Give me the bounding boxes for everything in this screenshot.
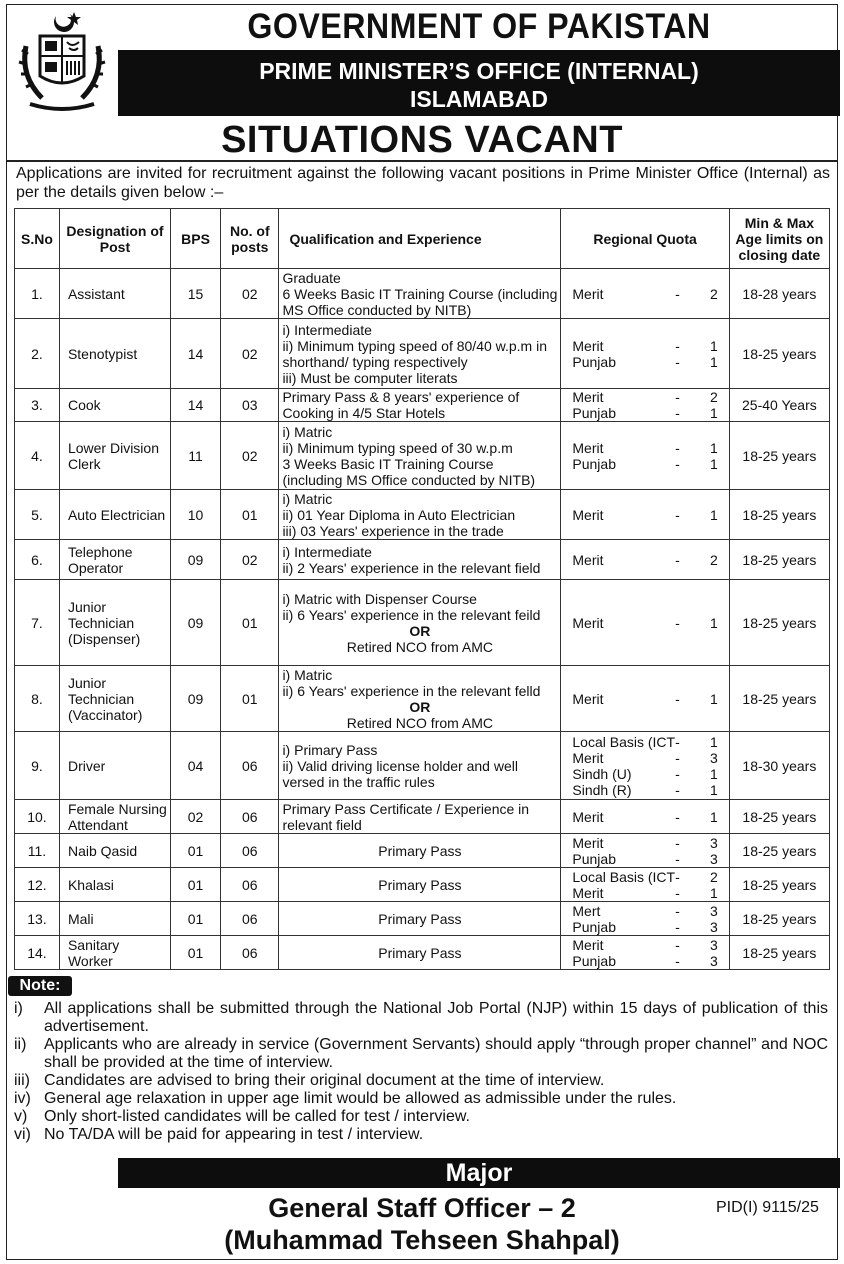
quota-region: Merit <box>572 884 604 901</box>
cell-qualification <box>279 490 561 540</box>
cell-sno: 13. <box>15 902 60 936</box>
quota-count: 3 <box>709 952 718 969</box>
cell-quota <box>561 422 729 490</box>
note-number: vi) <box>14 1126 31 1143</box>
cell-sno: 4. <box>15 422 60 490</box>
quota-line <box>564 937 725 953</box>
quota-count: 1 <box>709 337 718 354</box>
col-header-age: Min & Max Age limits on closing date <box>729 209 829 269</box>
qualification-line: i) Matric <box>282 423 333 440</box>
office-banner <box>118 50 840 116</box>
quota-line <box>564 552 725 568</box>
quota-count: 3 <box>709 918 718 935</box>
qualification-line: Retired NCO from AMC <box>346 638 494 655</box>
cell-designation: Khalasi <box>59 868 170 902</box>
cell-sno: 6. <box>15 540 60 580</box>
qualification-line: ii) 6 Years' experience in the relevant feild <box>282 606 541 623</box>
cell-quota <box>561 936 729 970</box>
cell-quota <box>561 666 729 732</box>
cell-age: 18-25 years <box>729 490 829 540</box>
quota-count: 1 <box>709 808 718 825</box>
cell-sno: 1. <box>15 269 60 319</box>
qualification-line: ii) 2 Years' experience in the relevant field <box>282 559 541 576</box>
quota-line <box>564 809 725 825</box>
qualification-line: i) Matric with Dispenser Course <box>282 590 477 607</box>
note-item <box>14 1036 828 1072</box>
cell-designation: Cook <box>59 389 170 422</box>
notes-list <box>14 1000 828 1144</box>
table-row <box>15 936 830 970</box>
cell-posts: 06 <box>221 732 279 800</box>
quota-count: 1 <box>709 884 718 901</box>
cell-sno: 8. <box>15 666 60 732</box>
qualification-line: Graduate <box>282 269 341 286</box>
cell-bps: 09 <box>170 666 220 732</box>
quota-line <box>564 750 725 766</box>
cell-bps: 01 <box>170 868 220 902</box>
cell-qualification <box>279 269 561 319</box>
quota-region: Merit <box>572 936 604 953</box>
cell-sno: 11. <box>15 834 60 868</box>
cell-age: 18-25 years <box>729 902 829 936</box>
quota-line <box>564 354 725 370</box>
note-number: i) <box>14 1000 23 1017</box>
quota-region: Sindh (R) <box>572 781 632 798</box>
col-header-quota: Regional Quota <box>561 209 729 269</box>
cell-age: 18-25 years <box>729 540 829 580</box>
col-header-qualification: Qualification and Experience <box>279 209 561 269</box>
note-item <box>14 1072 828 1090</box>
signatory-rank: Major <box>118 1158 840 1188</box>
quota-region: Local Basis (ICT <box>572 868 676 885</box>
col-header-posts: No. of posts <box>221 209 279 269</box>
quota-region: Merit <box>572 506 604 523</box>
cell-qualification <box>279 422 561 490</box>
cell-age: 18-25 years <box>729 868 829 902</box>
quota-count: 2 <box>709 551 718 568</box>
table-row <box>15 666 830 732</box>
quota-line <box>564 507 725 523</box>
quota-dash: - <box>675 918 680 935</box>
quota-region: Merit <box>572 834 604 851</box>
cell-bps: 01 <box>170 936 220 970</box>
quota-count: 1 <box>709 455 718 472</box>
quota-count: 1 <box>709 506 718 523</box>
quota-dash: - <box>675 733 680 750</box>
quota-region: Merit <box>572 285 604 302</box>
col-header-bps: BPS <box>170 209 220 269</box>
quota-region: Merit <box>572 337 604 354</box>
quota-count: 1 <box>709 781 718 798</box>
note-text: All applications shall be submitted through the National Job Portal (NJP) within 15 days of publication of this advertisement. <box>44 1000 828 1035</box>
quota-line <box>564 405 725 421</box>
cell-age: 25-40 Years <box>729 389 829 422</box>
quota-line <box>564 766 725 782</box>
cell-designation: Junior Technician (Dispenser) <box>59 580 170 666</box>
cell-posts: 02 <box>221 319 279 389</box>
quota-count: 1 <box>709 690 718 707</box>
quota-dash: - <box>675 749 680 766</box>
quota-region: Punjab <box>572 455 616 472</box>
qualification-line: ii) 01 Year Diploma in Auto Electrician <box>282 506 516 523</box>
cell-designation: Female Nursing Attendant <box>59 800 170 834</box>
cell-qualification <box>279 902 561 936</box>
table-row <box>15 490 830 540</box>
quota-count: 3 <box>709 834 718 851</box>
quota-region: Merit <box>572 439 604 456</box>
cell-bps: 09 <box>170 540 220 580</box>
qualification-line: Primary Pass <box>378 876 462 893</box>
table-header-row <box>15 209 830 269</box>
quota-line <box>564 734 725 750</box>
qualification-line: 3 Weeks Basic IT Training Course <box>282 455 494 472</box>
table-row <box>15 902 830 936</box>
quota-region: Merit <box>572 808 604 825</box>
cell-posts: 03 <box>221 389 279 422</box>
cell-posts: 02 <box>221 540 279 580</box>
cell-quota <box>561 269 729 319</box>
qualification-line: ii) Minimum typing speed of 80/40 w.p.m in <box>282 337 548 354</box>
quota-dash: - <box>675 389 680 405</box>
qualification-line: MS Office conducted by NITB) <box>282 301 472 318</box>
quota-dash: - <box>675 439 680 456</box>
qualification-line: shorthand/ typing respectively <box>282 353 468 370</box>
cell-age: 18-25 years <box>729 422 829 490</box>
table-row <box>15 834 830 868</box>
quota-count: 1 <box>709 405 718 421</box>
quota-count: 1 <box>709 353 718 370</box>
cell-bps: 15 <box>170 269 220 319</box>
cell-bps: 02 <box>170 800 220 834</box>
quota-dash: - <box>675 337 680 354</box>
qualification-line: iii) 03 Years' experience in the trade <box>282 522 504 539</box>
state-emblem-icon <box>12 6 112 114</box>
cell-bps: 01 <box>170 902 220 936</box>
page-title: SITUATIONS VACANT <box>221 119 623 161</box>
signatory-designation: General Staff Officer – 2 <box>268 1193 576 1223</box>
quota-dash: - <box>675 808 680 825</box>
cell-qualification <box>279 834 561 868</box>
cell-qualification <box>279 868 561 902</box>
cell-age: 18-25 years <box>729 800 829 834</box>
cell-sno: 12. <box>15 868 60 902</box>
cell-bps: 04 <box>170 732 220 800</box>
quota-count: 1 <box>709 439 718 456</box>
cell-designation: Assistant <box>59 269 170 319</box>
cell-sno: 10. <box>15 800 60 834</box>
note-text: General age relaxation in upper age limit would be allowed as admissible under the rules. <box>44 1090 677 1107</box>
office-city: ISLAMABAD <box>410 86 548 112</box>
quota-line <box>564 338 725 354</box>
cell-qualification <box>279 936 561 970</box>
cell-quota <box>561 868 729 902</box>
quota-line <box>564 389 725 405</box>
table-row <box>15 868 830 902</box>
quota-region: Merit <box>572 551 604 568</box>
quota-line <box>564 953 725 969</box>
cell-designation: Driver <box>59 732 170 800</box>
quota-region: Punjab <box>572 918 616 935</box>
qualification-line: i) Intermediate <box>282 321 372 338</box>
qualification-line: (including MS Office conducted by NITB) <box>282 471 536 488</box>
quota-count: 3 <box>709 749 718 766</box>
cell-age: 18-25 years <box>729 936 829 970</box>
divider <box>6 160 838 162</box>
quota-region: Punjab <box>572 405 616 421</box>
quota-dash: - <box>675 884 680 901</box>
cell-quota <box>561 834 729 868</box>
quota-count: 1 <box>709 765 718 782</box>
quota-dash: - <box>675 902 680 919</box>
cell-qualification <box>279 666 561 732</box>
quota-line <box>564 691 725 707</box>
quota-dash: - <box>675 765 680 782</box>
quota-count: 1 <box>709 614 718 631</box>
quota-region: Merit <box>572 690 604 707</box>
quota-dash: - <box>675 614 680 631</box>
cell-sno: 2. <box>15 319 60 389</box>
cell-quota <box>561 902 729 936</box>
cell-bps: 09 <box>170 580 220 666</box>
cell-quota <box>561 732 729 800</box>
intro-text: Applications are invited for recruitment against the following vacant positions in Prime Minister Office (Internal) as per the details given below :– <box>16 165 830 201</box>
table-row <box>15 319 830 389</box>
cell-age: 18-25 years <box>729 319 829 389</box>
quota-dash: - <box>675 405 680 421</box>
qualification-line: relevant field <box>282 816 362 833</box>
cell-sno: 5. <box>15 490 60 540</box>
note-number: v) <box>14 1108 28 1125</box>
cell-posts: 02 <box>221 269 279 319</box>
cell-posts: 06 <box>221 936 279 970</box>
table-row <box>15 580 830 666</box>
qualification-line: i) Matric <box>282 490 333 507</box>
cell-quota <box>561 580 729 666</box>
cell-designation: Junior Technician (Vaccinator) <box>59 666 170 732</box>
table-row <box>15 269 830 319</box>
quota-dash: - <box>675 455 680 472</box>
note-text: Only short-listed candidates will be called for test / interview. <box>44 1108 470 1125</box>
quota-region: Punjab <box>572 850 616 867</box>
cell-qualification <box>279 389 561 422</box>
quota-dash: - <box>675 353 680 370</box>
cell-age: 18-25 years <box>729 834 829 868</box>
qualification-line: i) Intermediate <box>282 543 372 560</box>
cell-posts: 06 <box>221 834 279 868</box>
quota-count: 2 <box>709 389 718 405</box>
signatory-name: (Muhammad Tehseen Shahpal) <box>224 1225 620 1255</box>
qualification-line: Primary Pass <box>378 910 462 927</box>
quota-count: 3 <box>709 850 718 867</box>
note-heading: Note: <box>8 976 72 996</box>
qualification-line: ii) 6 Years' experience in the relevant felld <box>282 682 541 699</box>
cell-age: 18-28 years <box>729 269 829 319</box>
cell-designation: Mali <box>59 902 170 936</box>
quota-line <box>564 919 725 935</box>
cell-bps: 01 <box>170 834 220 868</box>
quota-region: Punjab <box>572 353 616 370</box>
quota-dash: - <box>675 506 680 523</box>
cell-qualification <box>279 800 561 834</box>
cell-quota <box>561 800 729 834</box>
qualification-line: Cooking in 4/5 Star Hotels <box>282 405 446 421</box>
cell-designation: Naib Qasid <box>59 834 170 868</box>
qualification-line: Primary Pass & 8 years' experience of <box>282 389 520 405</box>
cell-age: 18-25 years <box>729 666 829 732</box>
quota-dash: - <box>675 952 680 969</box>
pid-number: PID(I) 9115/25 <box>716 1199 819 1216</box>
quota-line <box>564 440 725 456</box>
col-header-designation: Designation of Post <box>59 209 170 269</box>
note-item <box>14 1108 828 1126</box>
table-row <box>15 389 830 422</box>
cell-quota <box>561 319 729 389</box>
quota-dash: - <box>675 285 680 302</box>
quota-region: Punjab <box>572 952 616 969</box>
quota-line <box>564 851 725 867</box>
quota-region: Mert <box>572 902 601 919</box>
quota-region: Merit <box>572 749 604 766</box>
cell-posts: 01 <box>221 490 279 540</box>
cell-bps: 10 <box>170 490 220 540</box>
quota-dash: - <box>675 936 680 953</box>
cell-posts: 02 <box>221 422 279 490</box>
quota-dash: - <box>675 868 680 885</box>
table-row <box>15 540 830 580</box>
table-row <box>15 732 830 800</box>
qualification-or: OR <box>409 698 431 715</box>
table-row <box>15 800 830 834</box>
cell-posts: 01 <box>221 666 279 732</box>
qualification-line: Primary Pass <box>378 944 462 961</box>
cell-designation: Telephone Operator <box>59 540 170 580</box>
quota-region: Merit <box>572 614 604 631</box>
quota-count: 3 <box>709 902 718 919</box>
cell-designation: Stenotypist <box>59 319 170 389</box>
quota-region: Local Basis (ICT <box>572 733 676 750</box>
quota-region: Sindh (U) <box>572 765 632 782</box>
cell-qualification <box>279 732 561 800</box>
note-text: Candidates are advised to bring their original document at the time of interview. <box>44 1072 605 1089</box>
cell-sno: 7. <box>15 580 60 666</box>
cell-posts: 06 <box>221 868 279 902</box>
cell-bps: 14 <box>170 389 220 422</box>
note-number: iii) <box>14 1072 30 1089</box>
cell-qualification <box>279 319 561 389</box>
qualification-line: iii) Must be computer literats <box>282 369 458 386</box>
note-item <box>14 1000 828 1036</box>
quota-count: 3 <box>709 936 718 953</box>
quota-line <box>564 885 725 901</box>
quota-line <box>564 456 725 472</box>
quota-line <box>564 903 725 919</box>
qualification-line: Primary Pass Certificate / Experience in <box>282 800 530 817</box>
cell-quota <box>561 540 729 580</box>
quota-count: 2 <box>709 868 718 885</box>
cell-posts: 06 <box>221 902 279 936</box>
office-name: PRIME MINISTER’S OFFICE (INTERNAL) <box>259 58 699 84</box>
cell-qualification <box>279 580 561 666</box>
quota-dash: - <box>675 551 680 568</box>
note-number: iv) <box>14 1090 31 1107</box>
quota-line <box>564 782 725 798</box>
cell-designation: Auto Electrician <box>59 490 170 540</box>
quota-region: Merit <box>572 389 604 405</box>
qualification-line: Primary Pass <box>378 842 462 859</box>
note-item <box>14 1090 828 1108</box>
cell-quota <box>561 490 729 540</box>
quota-count: 2 <box>709 285 718 302</box>
qualification-line: versed in the traffic rules <box>282 773 435 790</box>
cell-age: 18-30 years <box>729 732 829 800</box>
cell-posts: 06 <box>221 800 279 834</box>
qualification-line: ii) Valid driving license holder and well <box>282 757 518 774</box>
cell-sno: 3. <box>15 389 60 422</box>
col-header-sno: S.No <box>15 209 60 269</box>
cell-posts: 01 <box>221 580 279 666</box>
quota-line <box>564 286 725 302</box>
note-text: No TA/DA will be paid for appearing in test / interview. <box>44 1126 424 1143</box>
cell-sno: 14. <box>15 936 60 970</box>
table-row <box>15 422 830 490</box>
qualification-line: i) Primary Pass <box>282 741 378 758</box>
quota-dash: - <box>675 781 680 798</box>
quota-line <box>564 869 725 885</box>
note-item <box>14 1126 828 1144</box>
cell-sno: 9. <box>15 732 60 800</box>
government-title: GOVERNMENT OF PAKISTAN <box>247 7 711 46</box>
quota-line <box>564 615 725 631</box>
note-number: ii) <box>14 1036 27 1053</box>
vacancies-table <box>14 208 830 970</box>
cell-designation: Sanitary Worker <box>59 936 170 970</box>
qualification-line: 6 Weeks Basic IT Training Course (including <box>282 285 558 302</box>
quota-count: 1 <box>709 733 718 750</box>
cell-designation: Lower Division Clerk <box>59 422 170 490</box>
quota-dash: - <box>675 834 680 851</box>
quota-line <box>564 835 725 851</box>
quota-dash: - <box>675 850 680 867</box>
cell-bps: 14 <box>170 319 220 389</box>
cell-qualification <box>279 540 561 580</box>
quota-dash: - <box>675 690 680 707</box>
qualification-line: ii) Minimum typing speed of 30 w.p.m <box>282 439 513 456</box>
qualification-or: OR <box>409 622 431 639</box>
qualification-line: Retired NCO from AMC <box>346 714 494 731</box>
cell-age: 18-25 years <box>729 580 829 666</box>
qualification-line: i) Matric <box>282 666 333 683</box>
cell-quota <box>561 389 729 422</box>
cell-bps: 11 <box>170 422 220 490</box>
note-text: Applicants who are already in service (Government Servants) should apply “through proper channel” and NOC shall be provided at the time of interview. <box>44 1036 828 1071</box>
